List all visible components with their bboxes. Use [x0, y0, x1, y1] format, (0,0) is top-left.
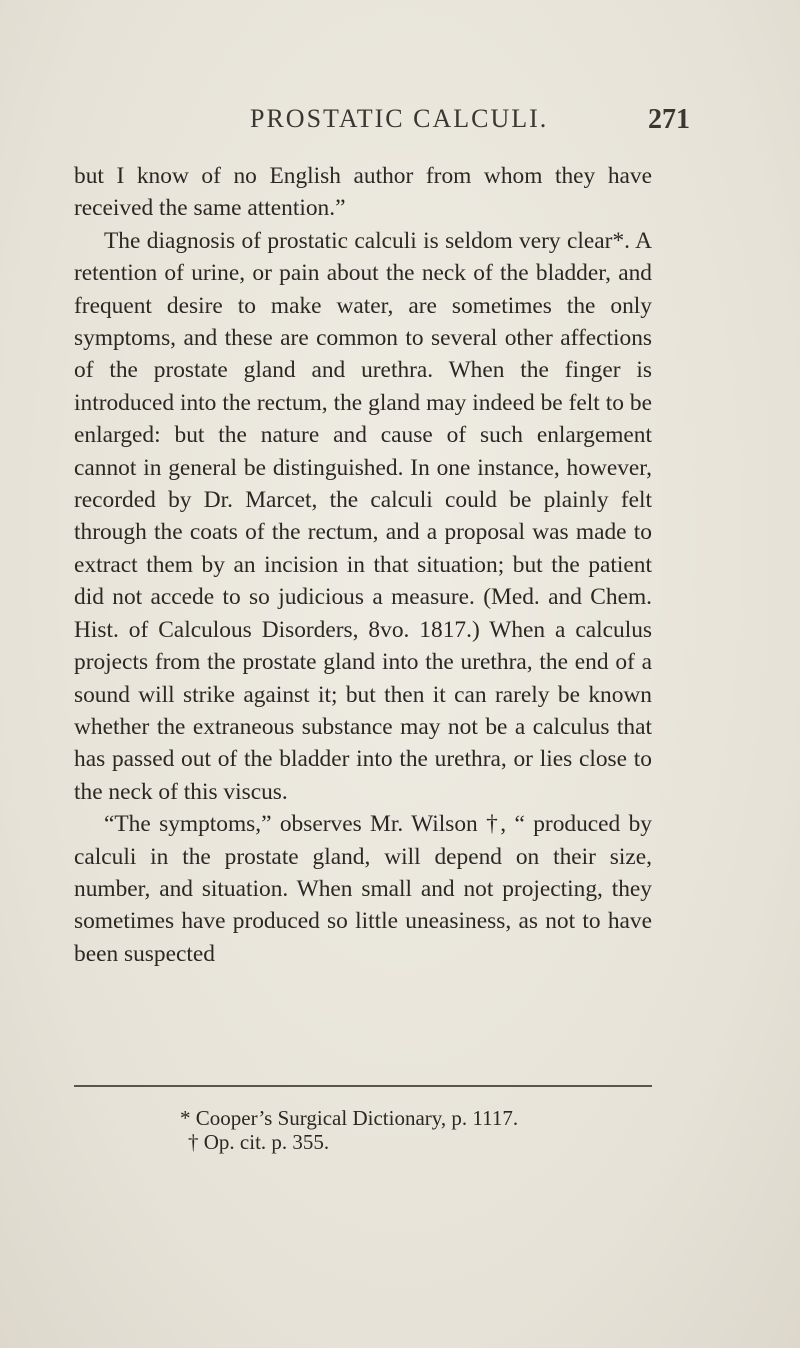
paragraph-symptoms-quote: “The symptoms,” observes Mr. Wilson †, “ produced by calculi in the prostate gland, will depend on their size, number, and situation. When small and not projecting, they sometimes have produced so little uneasiness, as not to have been suspected: [74, 811, 652, 967]
page-number: 271: [648, 104, 690, 135]
footnotes: [180, 1106, 660, 1154]
paragraph-diagnosis: The diagnosis of prostatic calculi is seldom very clear*. A retention of urine, or pain about the neck of the bladder, and frequent desire to make water, are sometimes the only symptoms, and these are common to several other affections of the prostate gland and urethra. When the finger is introduced into the rectum, the gland may indeed be felt to be enlarged: but the nature and cause of such enlargement cannot in general be distinguished. In one instance, however, recorded by Dr. Marcet, the calculi could be plainly felt through the coats of the rectum, and a proposal was made to extract them by an incision in that situation; but the patient did not accede to so judicious a measure. (Med. and Chem. Hist. of Calculous Disorders, 8vo. 1817.) When a calculus projects from the prostate gland into the urethra, the end of a sound will strike against it; but then it can rarely be known whether the extraneous substance may not be a calculus that has passed out of the bladder into the urethra, or lies close to the neck of this viscus.: [74, 227, 652, 805]
running-head: [250, 104, 690, 144]
footnote-op-cit: † Op. cit. p. 355.: [188, 1130, 330, 1154]
paragraph-continuation: but I know of no English author from whom they have received the same attention.”: [74, 163, 652, 222]
body-text: [74, 160, 652, 970]
footnote-cooper: * Cooper’s Surgical Dictionary, p. 1117.: [180, 1106, 519, 1130]
footnote-divider: [74, 1085, 652, 1087]
running-title: PROSTATIC CALCULI.: [250, 104, 549, 133]
